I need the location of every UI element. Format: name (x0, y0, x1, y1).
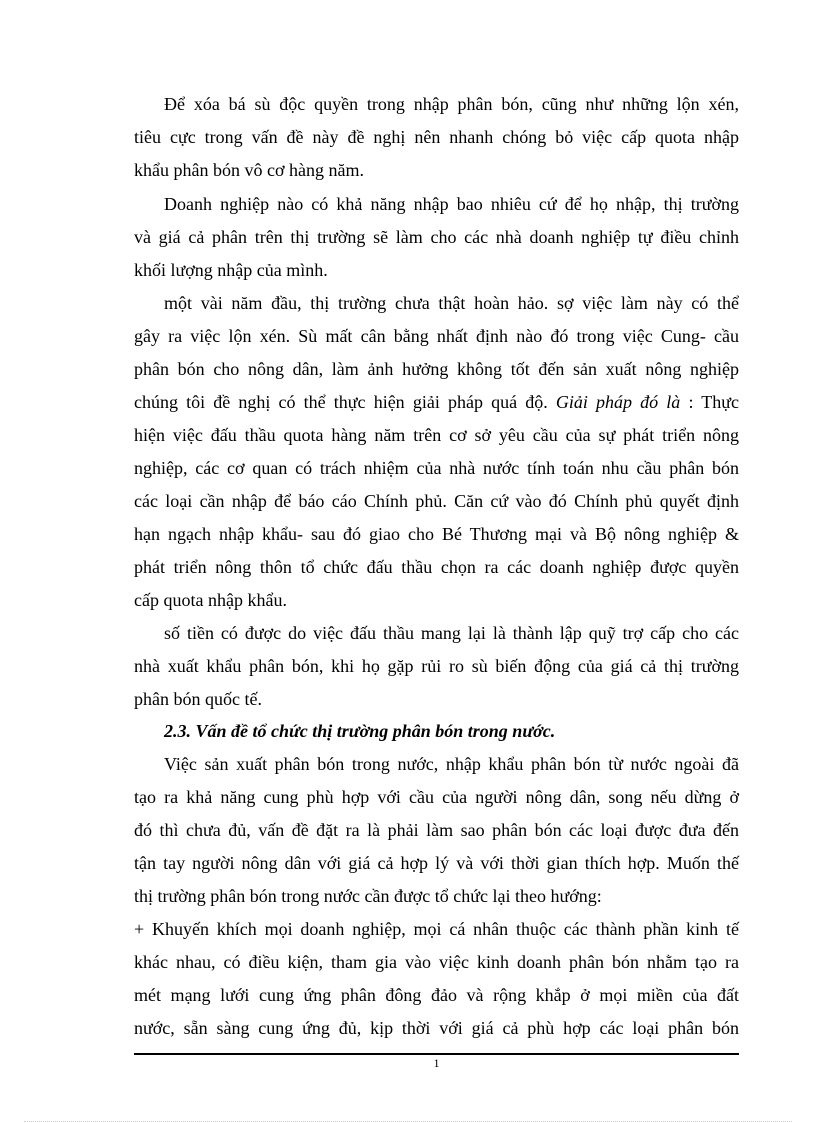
solution-colon: : Thực (680, 392, 739, 412)
bullet-line-3: mét mạng lưới cung ứng phân đông đảo và rộng khắp ở mọi miền của đất (134, 985, 739, 1005)
page-bottom-dotted-border (24, 1121, 792, 1122)
paragraph-3-line-10: cấp quota nhập khẩu. (134, 590, 287, 610)
paragraph-3-line-5: hiện việc đấu thầu quota hàng năm trên cơ sở yêu cầu của sự phát triển nông (134, 425, 739, 445)
paragraph-3-line-1: một vài năm đầu, thị trường chưa thật hoàn hảo. sợ việc làm này có thể (164, 293, 739, 313)
bullet-line-4: nước, sẵn sàng cung ứng đủ, kịp thời với giá cả phù hợp các loại phân bón (134, 1018, 739, 1038)
paragraph-3-line-6: nghiệp, các cơ quan có trách nhiệm của nhà nước tính toán nhu cầu phân bón (134, 458, 739, 478)
paragraph-5-line-2: tạo ra khả năng cung phù hợp với cầu của người nông dân, song nếu dừng ở (134, 787, 739, 807)
paragraph-4-line-3: phân bón quốc tế. (134, 689, 262, 709)
paragraph-4-line-1: số tiền có được do việc đấu thầu mang lại là thành lập quỹ trợ cấp cho các (164, 623, 739, 643)
solution-phrase: Giải pháp đó là (555, 392, 681, 412)
footer-divider (134, 1053, 739, 1055)
bullet-line-2: khác nhau, có điều kiện, tham gia vào việc kinh doanh phân bón nhằm tạo ra (134, 952, 739, 972)
section-heading: 2.3. Vấn đề tổ chức thị trường phân bón trong nước. (164, 721, 556, 741)
paragraph-5-line-4: tận tay người nông dân với giá cả hợp lý và với thời gian thích hợp. Muốn thế (134, 853, 739, 873)
paragraph-4-line-2: nhà xuất khẩu phân bón, khi họ gặp rủi ro sù biến động của giá cả thị trường (134, 656, 739, 676)
paragraph-1-line-1: Để xóa bá sù độc quyền trong nhập phân bón, cũng như những lộn xén, (164, 94, 739, 114)
page-number: 1 (433, 1056, 440, 1070)
paragraph-1-line-2: tiêu cực trong vấn đề này đề nghị nên nhanh chóng bỏ việc cấp quota nhập (134, 127, 739, 147)
paragraph-3-line-4-text: chúng tôi đề nghị có thể thực hiện giải pháp quá độ. (134, 392, 548, 412)
paragraph-3-line-3: phân bón cho nông dân, làm ảnh hưởng không tốt đến sản xuất nông nghiệp (134, 359, 739, 379)
paragraph-2-line-3: khối lượng nhập của mình. (134, 260, 328, 280)
bullet-line-1: + Khuyến khích mọi doanh nghiệp, mọi cá nhân thuộc các thành phần kinh tế (134, 919, 739, 939)
paragraph-5-line-5: thị trường phân bón trong nước cần được tổ chức lại theo hướng: (134, 886, 602, 906)
paragraph-3-line-7: các loại cần nhập để báo cáo Chính phủ. Căn cứ vào đó Chính phủ quyết định (134, 491, 739, 511)
paragraph-3-line-8: hạn ngạch nhập khẩu- sau đó giao cho Bé Thương mại và Bộ nông nghiệp & (134, 524, 739, 544)
paragraph-1-line-3: khẩu phân bón vô cơ hàng năm. (134, 160, 364, 180)
paragraph-3-line-2: gây ra việc lộn xén. Sù mất cân bằng nhất định nào đó trong việc Cung- cầu (134, 326, 739, 346)
paragraph-2-line-1: Doanh nghiệp nào có khả năng nhập bao nhiêu cứ để họ nhập, thị trường (164, 194, 739, 214)
paragraph-3-line-9: phát triển nông thôn tổ chức đấu thầu chọn ra các doanh nghiệp được quyền (134, 557, 739, 577)
paragraph-2-line-2: và giá cả phân trên thị trường sẽ làm cho các nhà doanh nghiệp tự điều chỉnh (134, 227, 739, 247)
paragraph-3-line-4 (134, 391, 739, 413)
paragraph-5-line-1: Việc sản xuất phân bón trong nước, nhập khẩu phân bón từ nước ngoài đã (164, 754, 739, 774)
paragraph-5-line-3: đó thì chưa đủ, vấn đề đặt ra là phải làm sao phân bón các loại được đưa đến (134, 820, 739, 840)
